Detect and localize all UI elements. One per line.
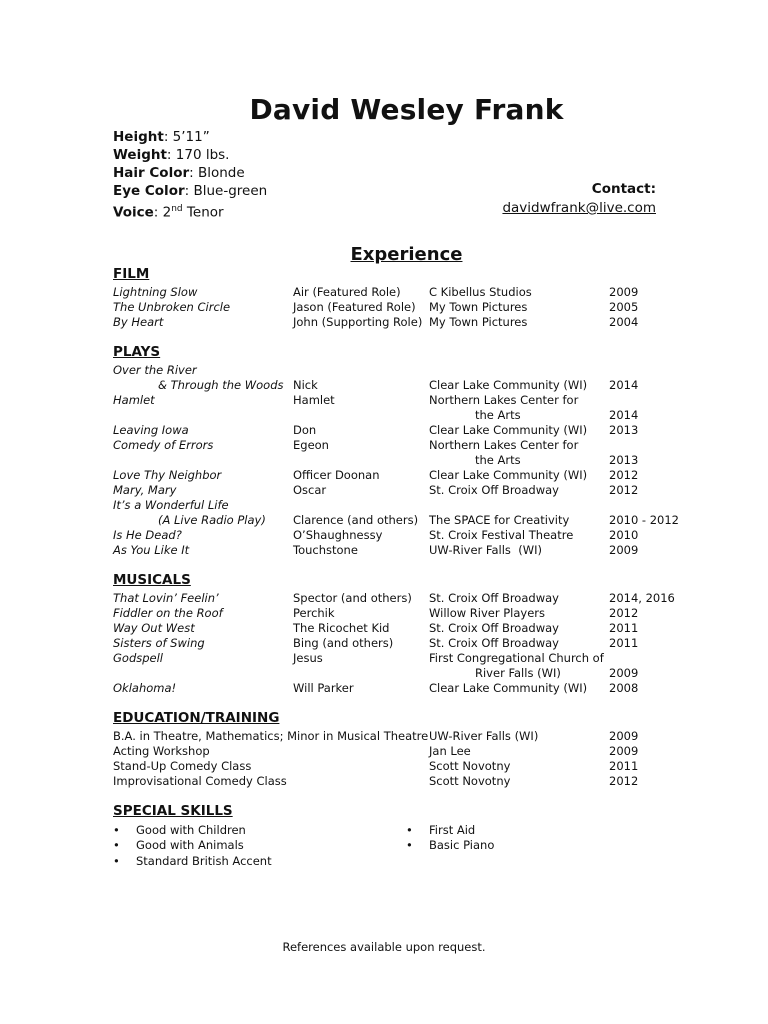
credit-venue: My Town Pictures <box>429 315 528 329</box>
credit-venue-continued: the Arts <box>475 408 521 422</box>
credit-role: Officer Doonan <box>293 468 380 482</box>
credit-role: Don <box>293 423 317 437</box>
credit-year: 2005 <box>609 300 639 314</box>
stat-eye-color: Eye Color: Blue-green <box>113 183 268 199</box>
credit-title: Leaving Iowa <box>113 423 189 437</box>
education-year: 2009 <box>609 729 639 743</box>
credit-venue: Clear Lake Community (WI) <box>429 423 588 437</box>
credit-venue: St. Croix Festival Theatre <box>429 528 574 542</box>
credit-year: 2014, 2016 <box>609 591 675 605</box>
credit-title: Way Out West <box>113 621 195 635</box>
credit-title: By Heart <box>113 315 164 329</box>
credit-year: 2010 <box>609 528 639 542</box>
credit-venue: St. Croix Off Broadway <box>429 621 559 635</box>
credit-venue: First Congregational Church of <box>429 651 604 665</box>
credit-title: Fiddler on the Roof <box>113 606 223 620</box>
credit-year: 2010 - 2012 <box>609 513 679 527</box>
credit-role: Will Parker <box>293 681 354 695</box>
stat-weight: Weight: 170 lbs. <box>113 147 230 163</box>
resume-name: David Wesley Frank <box>249 93 564 126</box>
references-note: References available upon request. <box>282 940 486 954</box>
credit-title: Oklahoma! <box>113 681 177 695</box>
stat-height: Height: 5’11” <box>113 129 210 145</box>
education-where: Scott Novotny <box>429 774 511 788</box>
credit-role: Jason (Featured Role) <box>293 300 416 314</box>
skill-item: Standard British Accent <box>136 854 272 868</box>
credit-title: Love Thy Neighbor <box>113 468 222 482</box>
credit-role: John (Supporting Role) <box>293 315 423 329</box>
credit-venue-continued: River Falls (WI) <box>475 666 561 680</box>
credit-venue: Clear Lake Community (WI) <box>429 681 588 695</box>
bullet-icon: • <box>113 838 120 852</box>
skill-item: Good with Children <box>136 823 246 837</box>
credit-title: Lightning Slow <box>113 285 198 299</box>
credit-year: 2014 <box>609 408 639 422</box>
credit-title: Over the River <box>113 363 197 377</box>
credit-venue: The SPACE for Creativity <box>429 513 570 527</box>
credit-year: 2011 <box>609 621 639 635</box>
credit-venue: Willow River Players <box>429 606 546 620</box>
stat-hair-color: Hair Color: Blonde <box>113 165 245 181</box>
credit-title: Hamlet <box>113 393 155 407</box>
credit-year: 2014 <box>609 378 639 392</box>
credit-role: Spector (and others) <box>293 591 412 605</box>
skill-item: Good with Animals <box>136 838 244 852</box>
credit-venue: My Town Pictures <box>429 300 528 314</box>
contact-email-link[interactable]: davidwfrank@live.com <box>502 200 656 216</box>
bullet-icon: • <box>113 823 120 837</box>
credit-venue: St. Croix Off Broadway <box>429 636 559 650</box>
credit-title: The Unbroken Circle <box>113 300 231 314</box>
section-heading-plays: PLAYS <box>113 344 161 360</box>
credit-venue: Clear Lake Community (WI) <box>429 378 588 392</box>
stat-voice: Voice: 2nd Tenor <box>113 204 224 221</box>
education-item: B.A. in Theatre, Mathematics; Minor in Musical Theatre <box>113 729 429 743</box>
credit-role: Jesus <box>293 651 323 665</box>
section-heading-skills: SPECIAL SKILLS <box>113 803 233 819</box>
credit-year: 2008 <box>609 681 639 695</box>
education-year: 2012 <box>609 774 639 788</box>
credit-year: 2004 <box>609 315 639 329</box>
credit-title: As You Like It <box>113 543 190 557</box>
skill-item: First Aid <box>429 823 476 837</box>
skill-item: Basic Piano <box>429 838 495 852</box>
credit-title: Is He Dead? <box>113 528 182 542</box>
education-item: Acting Workshop <box>113 744 210 758</box>
credit-venue-continued: the Arts <box>475 453 521 467</box>
credit-title: Sisters of Swing <box>113 636 205 650</box>
credit-year: 2009 <box>609 285 639 299</box>
credit-title-continued: & Through the Woods <box>158 378 284 392</box>
credit-year: 2009 <box>609 666 639 680</box>
credit-role: Touchstone <box>293 543 358 557</box>
education-where: Jan Lee <box>429 744 471 758</box>
bullet-icon: • <box>406 823 413 837</box>
credit-role: Clarence (and others) <box>293 513 419 527</box>
credit-role: Hamlet <box>293 393 335 407</box>
credit-role: The Ricochet Kid <box>293 621 390 635</box>
contact-label: Contact: <box>591 181 656 197</box>
credit-venue: St. Croix Off Broadway <box>429 483 559 497</box>
credit-venue: C Kibellus Studios <box>429 285 532 299</box>
education-item: Improvisational Comedy Class <box>113 774 287 788</box>
credit-year: 2012 <box>609 468 639 482</box>
credit-title: Mary, Mary <box>113 483 177 497</box>
credit-title: Godspell <box>113 651 164 665</box>
credit-year: 2012 <box>609 483 639 497</box>
credit-year: 2013 <box>609 423 639 437</box>
education-item: Stand-Up Comedy Class <box>113 759 252 773</box>
credit-role: Oscar <box>293 483 327 497</box>
credit-role: Perchik <box>293 606 335 620</box>
bullet-icon: • <box>113 854 120 868</box>
credit-title: It’s a Wonderful Life <box>113 498 229 512</box>
section-heading-musicals: MUSICALS <box>113 572 191 588</box>
credit-venue: Northern Lakes Center for <box>429 438 579 452</box>
education-year: 2009 <box>609 744 639 758</box>
bullet-icon: • <box>406 838 413 852</box>
education-where: Scott Novotny <box>429 759 511 773</box>
credit-year: 2011 <box>609 636 639 650</box>
credit-year: 2009 <box>609 543 639 557</box>
credit-role: Bing (and others) <box>293 636 394 650</box>
credit-year: 2013 <box>609 453 639 467</box>
credit-role: Egeon <box>293 438 329 452</box>
section-heading-education: EDUCATION/TRAINING <box>113 710 280 726</box>
credit-role: Nick <box>293 378 318 392</box>
credit-year: 2012 <box>609 606 639 620</box>
credit-title-continued: (A Live Radio Play) <box>158 513 266 527</box>
section-heading-film: FILM <box>113 266 150 282</box>
credit-venue: St. Croix Off Broadway <box>429 591 559 605</box>
credit-venue: Clear Lake Community (WI) <box>429 468 588 482</box>
credit-role: Air (Featured Role) <box>293 285 401 299</box>
credit-venue: UW-River Falls (WI) <box>429 543 542 557</box>
credit-title: That Lovin’ Feelin’ <box>113 591 219 605</box>
education-where: UW-River Falls (WI) <box>429 729 539 743</box>
credit-title: Comedy of Errors <box>113 438 214 452</box>
credit-role: O’Shaughnessy <box>293 528 383 542</box>
experience-heading: Experience <box>350 244 463 265</box>
credit-venue: Northern Lakes Center for <box>429 393 579 407</box>
education-year: 2011 <box>609 759 639 773</box>
